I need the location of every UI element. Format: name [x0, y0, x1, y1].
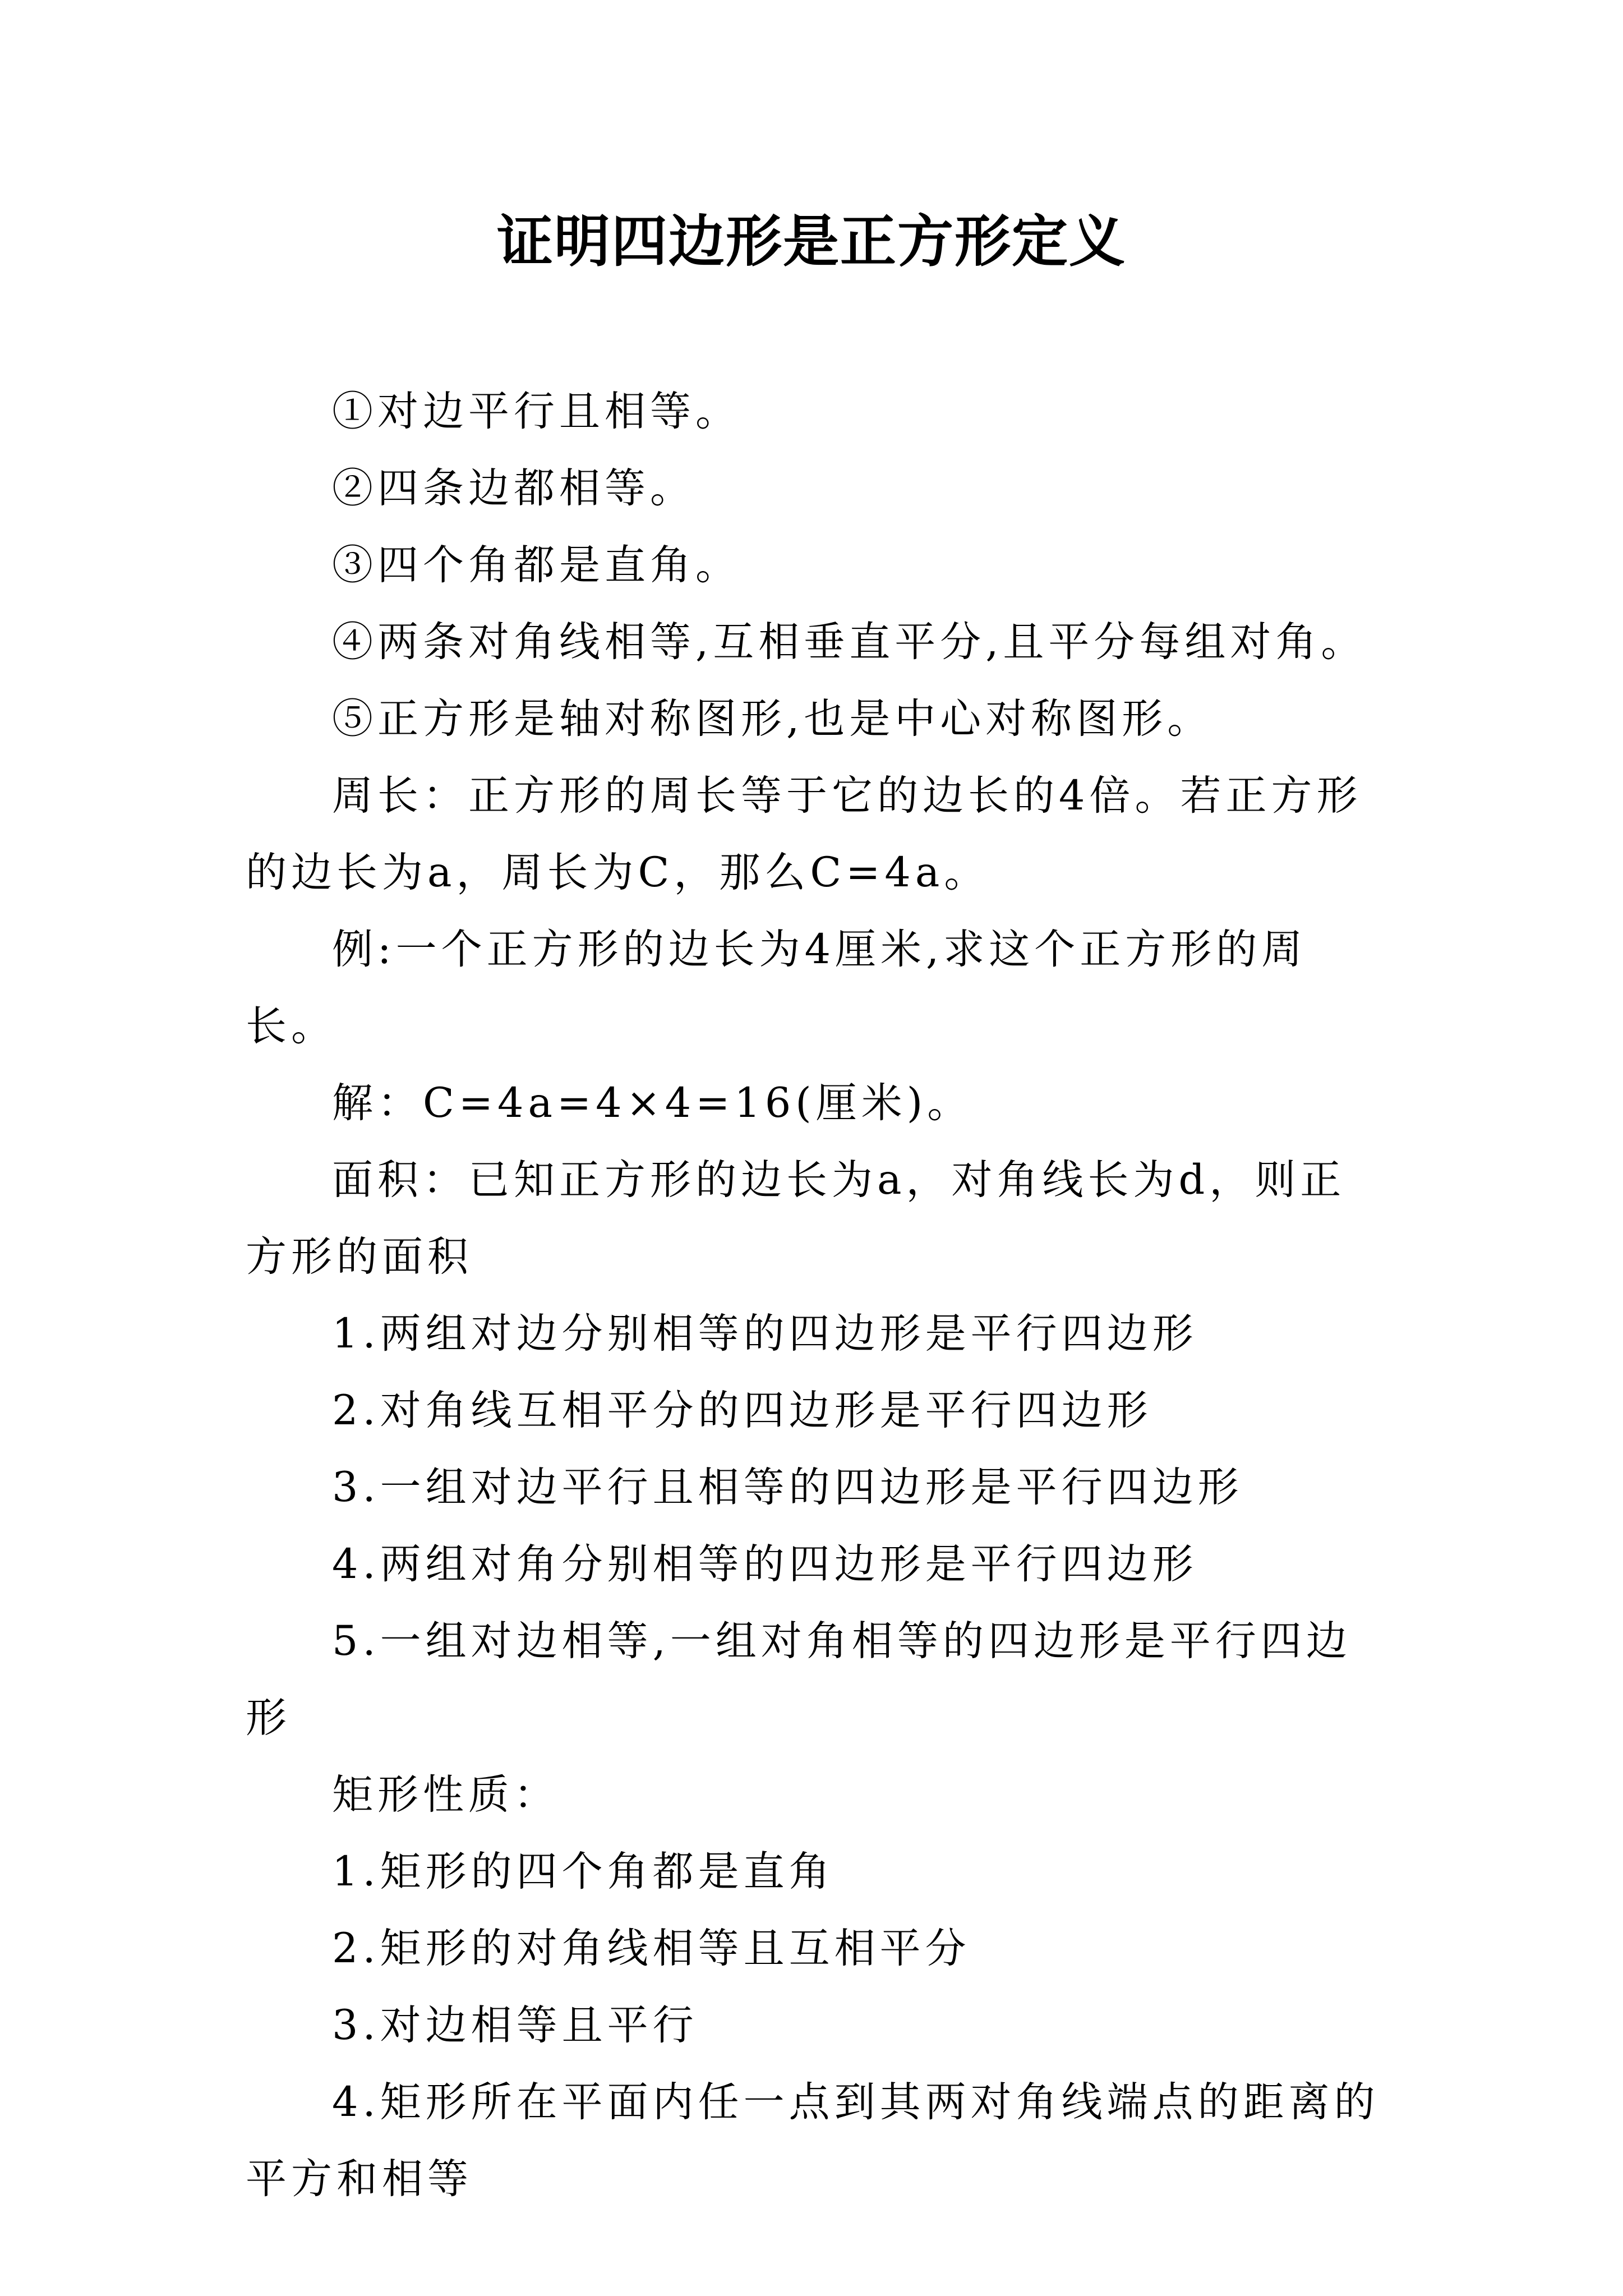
paragraph-property-4: ④两条对角线相等,互相垂直平分,且平分每组对角。	[332, 618, 1367, 666]
paragraph-parallelogram-rule-2: 2.对角线互相平分的四边形是平行四边形	[332, 1387, 1152, 1434]
paragraph-property-2: ②四条边都相等。	[332, 464, 695, 512]
paragraph-example: 例:一个正方形的边长为4厘米,求这个正方形的周长。	[246, 926, 1307, 1050]
document-body	[246, 373, 1390, 2217]
paragraph-property-1: ①对边平行且相等。	[332, 388, 741, 435]
paragraph-rectangle-property-2: 2.矩形的对角线相等且互相平分	[332, 1925, 971, 1972]
paragraph-rectangle-heading: 矩形性质：	[332, 1771, 559, 1819]
paragraph-property-3: ③四个角都是直角。	[332, 541, 741, 589]
paragraph-parallelogram-rule-5: 5.一组对边相等,一组对角相等的四边形是平行四边形	[246, 1617, 1352, 1742]
paragraph-rectangle-property-3: 3.对边相等且平行	[332, 2001, 698, 2049]
paragraph-rectangle-property-1: 1.矩形的四个角都是直角	[332, 1848, 834, 1895]
page-title: 证明四边形是正方形定义	[497, 208, 1126, 274]
paragraph-parallelogram-rule-1: 1.两组对边分别相等的四边形是平行四边形	[332, 1310, 1198, 1358]
paragraph-parallelogram-rule-4: 4.两组对角分别相等的四边形是平行四边形	[332, 1540, 1198, 1588]
paragraph-parallelogram-rule-3: 3.一组对边平行且相等的四边形是平行四边形	[332, 1464, 1243, 1511]
paragraph-rectangle-property-4: 4.矩形所在平面内任一点到其两对角线端点的距离的平方和相等	[246, 2078, 1380, 2203]
paragraph-perimeter: 周长：正方形的周长等于它的边长的4倍。若正方形的边长为a，周长为C，那么C=4a。	[246, 772, 1362, 896]
paragraph-property-5: ⑤正方形是轴对称图形,也是中心对称图形。	[332, 695, 1213, 743]
paragraph-solution: 解：C=4a=4×4=16(厘米)。	[332, 1079, 973, 1127]
paragraph-area: 面积：已知正方形的边长为a，对角线长为d，则正方形的面积	[246, 1156, 1346, 1281]
